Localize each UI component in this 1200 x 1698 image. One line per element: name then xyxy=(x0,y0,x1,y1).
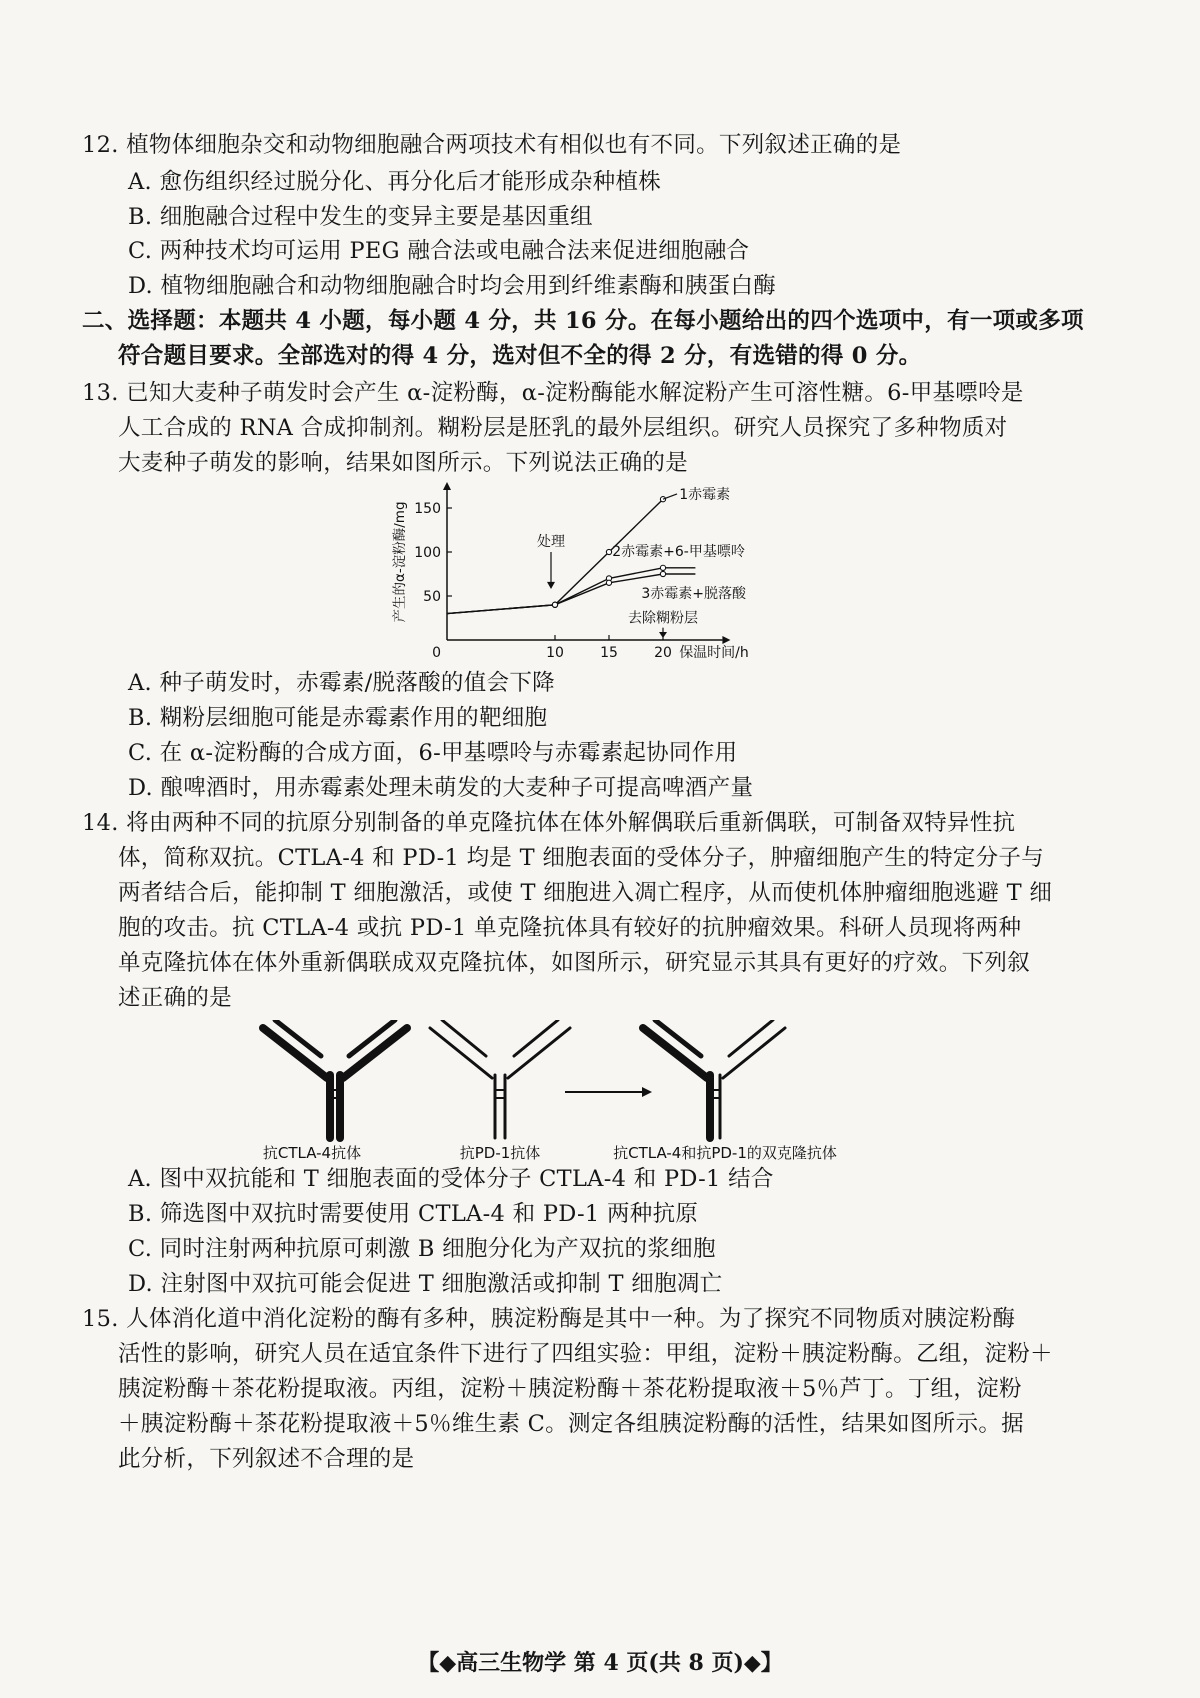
series-3-point xyxy=(660,571,665,576)
q15-stem-line1: 15. 人体消化道中消化淀粉的酶有多种，胰淀粉酶是其中一种。为了探究不同物质对胰淀粉酶 xyxy=(82,1306,1016,1332)
q13-option-a: A. 种子萌发时，赤霉素/脱落酸的值会下降 xyxy=(128,670,555,696)
q13-option-c: C. 在 α-淀粉酶的合成方面，6-甲基嘌呤与赤霉素起协同作用 xyxy=(128,740,738,766)
y-tick-label: 150 xyxy=(414,501,441,517)
q13-stem-line2: 人工合成的 RNA 合成抑制剂。糊粉层是胚乳的最外层组织。研究人员探究了多种物质对 xyxy=(118,415,1008,441)
q13-option-d: D. 酿啤酒时，用赤霉素处理未萌发的大麦种子可提高啤酒产量 xyxy=(128,775,754,801)
q14-stem-line5: 单克隆抗体在体外重新偶联成双克隆抗体，如图所示，研究显示其具有更好的疗效。下列叙 xyxy=(118,950,1031,976)
label-anti-ctla4: 抗CTLA-4抗体 xyxy=(262,1144,362,1162)
amylase-chart xyxy=(380,480,800,670)
series-1-leader xyxy=(663,494,677,499)
x-tick-label: 20 xyxy=(654,645,672,661)
section-header-line2: 符合题目要求。全部选对的得 4 分，选对但不全的得 2 分，有选错的得 0 分。 xyxy=(118,343,922,369)
reaction-arrow xyxy=(565,1087,652,1097)
q13-stem-line3: 大麦种子萌发的影响，结果如图所示。下列说法正确的是 xyxy=(118,450,689,476)
q14-stem-line6: 述正确的是 xyxy=(118,985,233,1011)
q12-stem: 12. 植物体细胞杂交和动物细胞融合两项技术有相似也有不同。下列叙述正确的是 xyxy=(82,132,902,158)
q12-option-b: B. 细胞融合过程中发生的变异主要是基因重组 xyxy=(128,204,593,230)
q14-option-b: B. 筛选图中双抗时需要使用 CTLA-4 和 PD-1 两种抗原 xyxy=(128,1201,699,1227)
treat-annotation: 处理 xyxy=(537,533,565,550)
q14-option-a: A. 图中双抗能和 T 细胞表面的受体分子 CTLA-4 和 PD-1 结合 xyxy=(128,1166,774,1192)
x-axis-arrow xyxy=(722,636,730,644)
series-2-point xyxy=(660,565,665,570)
q15-stem-line2: 活性的影响，研究人员在适宜条件下进行了四组实验：甲组，淀粉＋胰淀粉酶。乙组，淀粉＋ xyxy=(118,1341,1053,1367)
x-tick-label: 15 xyxy=(600,645,618,661)
y-tick-label: 50 xyxy=(423,589,441,605)
q15-stem-line3: 胰淀粉酶＋茶花粉提取液。丙组，淀粉＋胰淀粉酶＋茶花粉提取液＋5％芦丁。丁组，淀粉 xyxy=(118,1376,1022,1402)
label-bispecific: 抗CTLA-4和抗PD-1的双克隆抗体 xyxy=(613,1144,837,1162)
antibody-figure xyxy=(250,1020,890,1165)
q12-option-c: C. 两种技术均可运用 PEG 融合法或电融合法来促进细胞融合 xyxy=(128,238,750,264)
q12-option-d: D. 植物细胞融合和动物细胞融合时均会用到纤维素酶和胰蛋白酶 xyxy=(128,273,777,299)
q13-stem-line1: 13. 已知大麦种子萌发时会产生 α-淀粉酶，α-淀粉酶能水解淀粉产生可溶性糖。6-甲基嘌呤是 xyxy=(82,380,1024,406)
origin-label: 0 xyxy=(432,645,441,661)
page-footer: 【◆高三生物学 第 4 页(共 8 页)◆】 xyxy=(417,1650,783,1676)
series-2-label: 2赤霉素+6-甲基嘌呤 xyxy=(612,544,745,560)
section-header-line1: 二、选择题：本题共 4 小题，每小题 4 分，共 16 分。在每小题给出的四个选项中，有一项或多项 xyxy=(82,308,1084,334)
x-axis-label: 保温时间/h xyxy=(679,645,749,661)
y-axis-label: 产生的α-淀粉酶/mg xyxy=(392,501,408,623)
q14-stem-line1: 14. 将由两种不同的抗原分别制备的单克隆抗体在体外解偶联后重新偶联，可制备双特异性抗 xyxy=(82,810,1016,836)
remove-annotation: 去除糊粉层 xyxy=(628,610,698,627)
antibody-pd1 xyxy=(430,1020,570,1138)
antibody-bispecific xyxy=(643,1020,785,1138)
series-1-point xyxy=(606,549,611,554)
series-3-point xyxy=(606,580,611,585)
q15-stem-line5: 此分析，下列叙述不合理的是 xyxy=(118,1446,415,1472)
treat-arrow-head xyxy=(547,582,555,589)
label-anti-pd1: 抗PD-1抗体 xyxy=(459,1144,541,1162)
remove-arrow-head xyxy=(659,632,667,638)
series-1-label: 1赤霉素 xyxy=(679,486,731,503)
antibody-ctla4 xyxy=(263,1020,407,1138)
q14-stem-line2: 体，简称双抗。CTLA-4 和 PD-1 均是 T 细胞表面的受体分子，肿瘤细胞产生的特定分子与 xyxy=(118,845,1045,871)
y-axis-arrow xyxy=(443,482,451,490)
q12-option-a: A. 愈伤组织经过脱分化、再分化后才能形成杂种植株 xyxy=(128,169,662,195)
series-3-point xyxy=(552,602,557,607)
y-tick-label: 100 xyxy=(414,545,441,561)
q14-stem-line4: 胞的攻击。抗 CTLA-4 或抗 PD-1 单克隆抗体具有较好的抗肿瘤效果。科研人员现将两种 xyxy=(118,915,1022,941)
q13-option-b: B. 糊粉层细胞可能是赤霉素作用的靶细胞 xyxy=(128,705,548,731)
q14-stem-line3: 两者结合后，能抑制 T 细胞激活，或使 T 细胞进入凋亡程序，从而使机体肿瘤细胞逃避 T 细 xyxy=(118,880,1053,906)
series-3-label: 3赤霉素+脱落酸 xyxy=(641,585,747,602)
q14-option-c: C. 同时注射两种抗原可刺激 B 细胞分化为产双抗的浆细胞 xyxy=(128,1236,716,1262)
series-1-point xyxy=(660,497,665,502)
q14-option-d: D. 注射图中双抗可能会促进 T 细胞激活或抑制 T 细胞凋亡 xyxy=(128,1271,723,1297)
q15-stem-line4: ＋胰淀粉酶＋茶花粉提取液＋5％维生素 C。测定各组胰淀粉酶的活性，结果如图所示。据 xyxy=(118,1411,1024,1437)
x-tick-label: 10 xyxy=(546,645,564,661)
